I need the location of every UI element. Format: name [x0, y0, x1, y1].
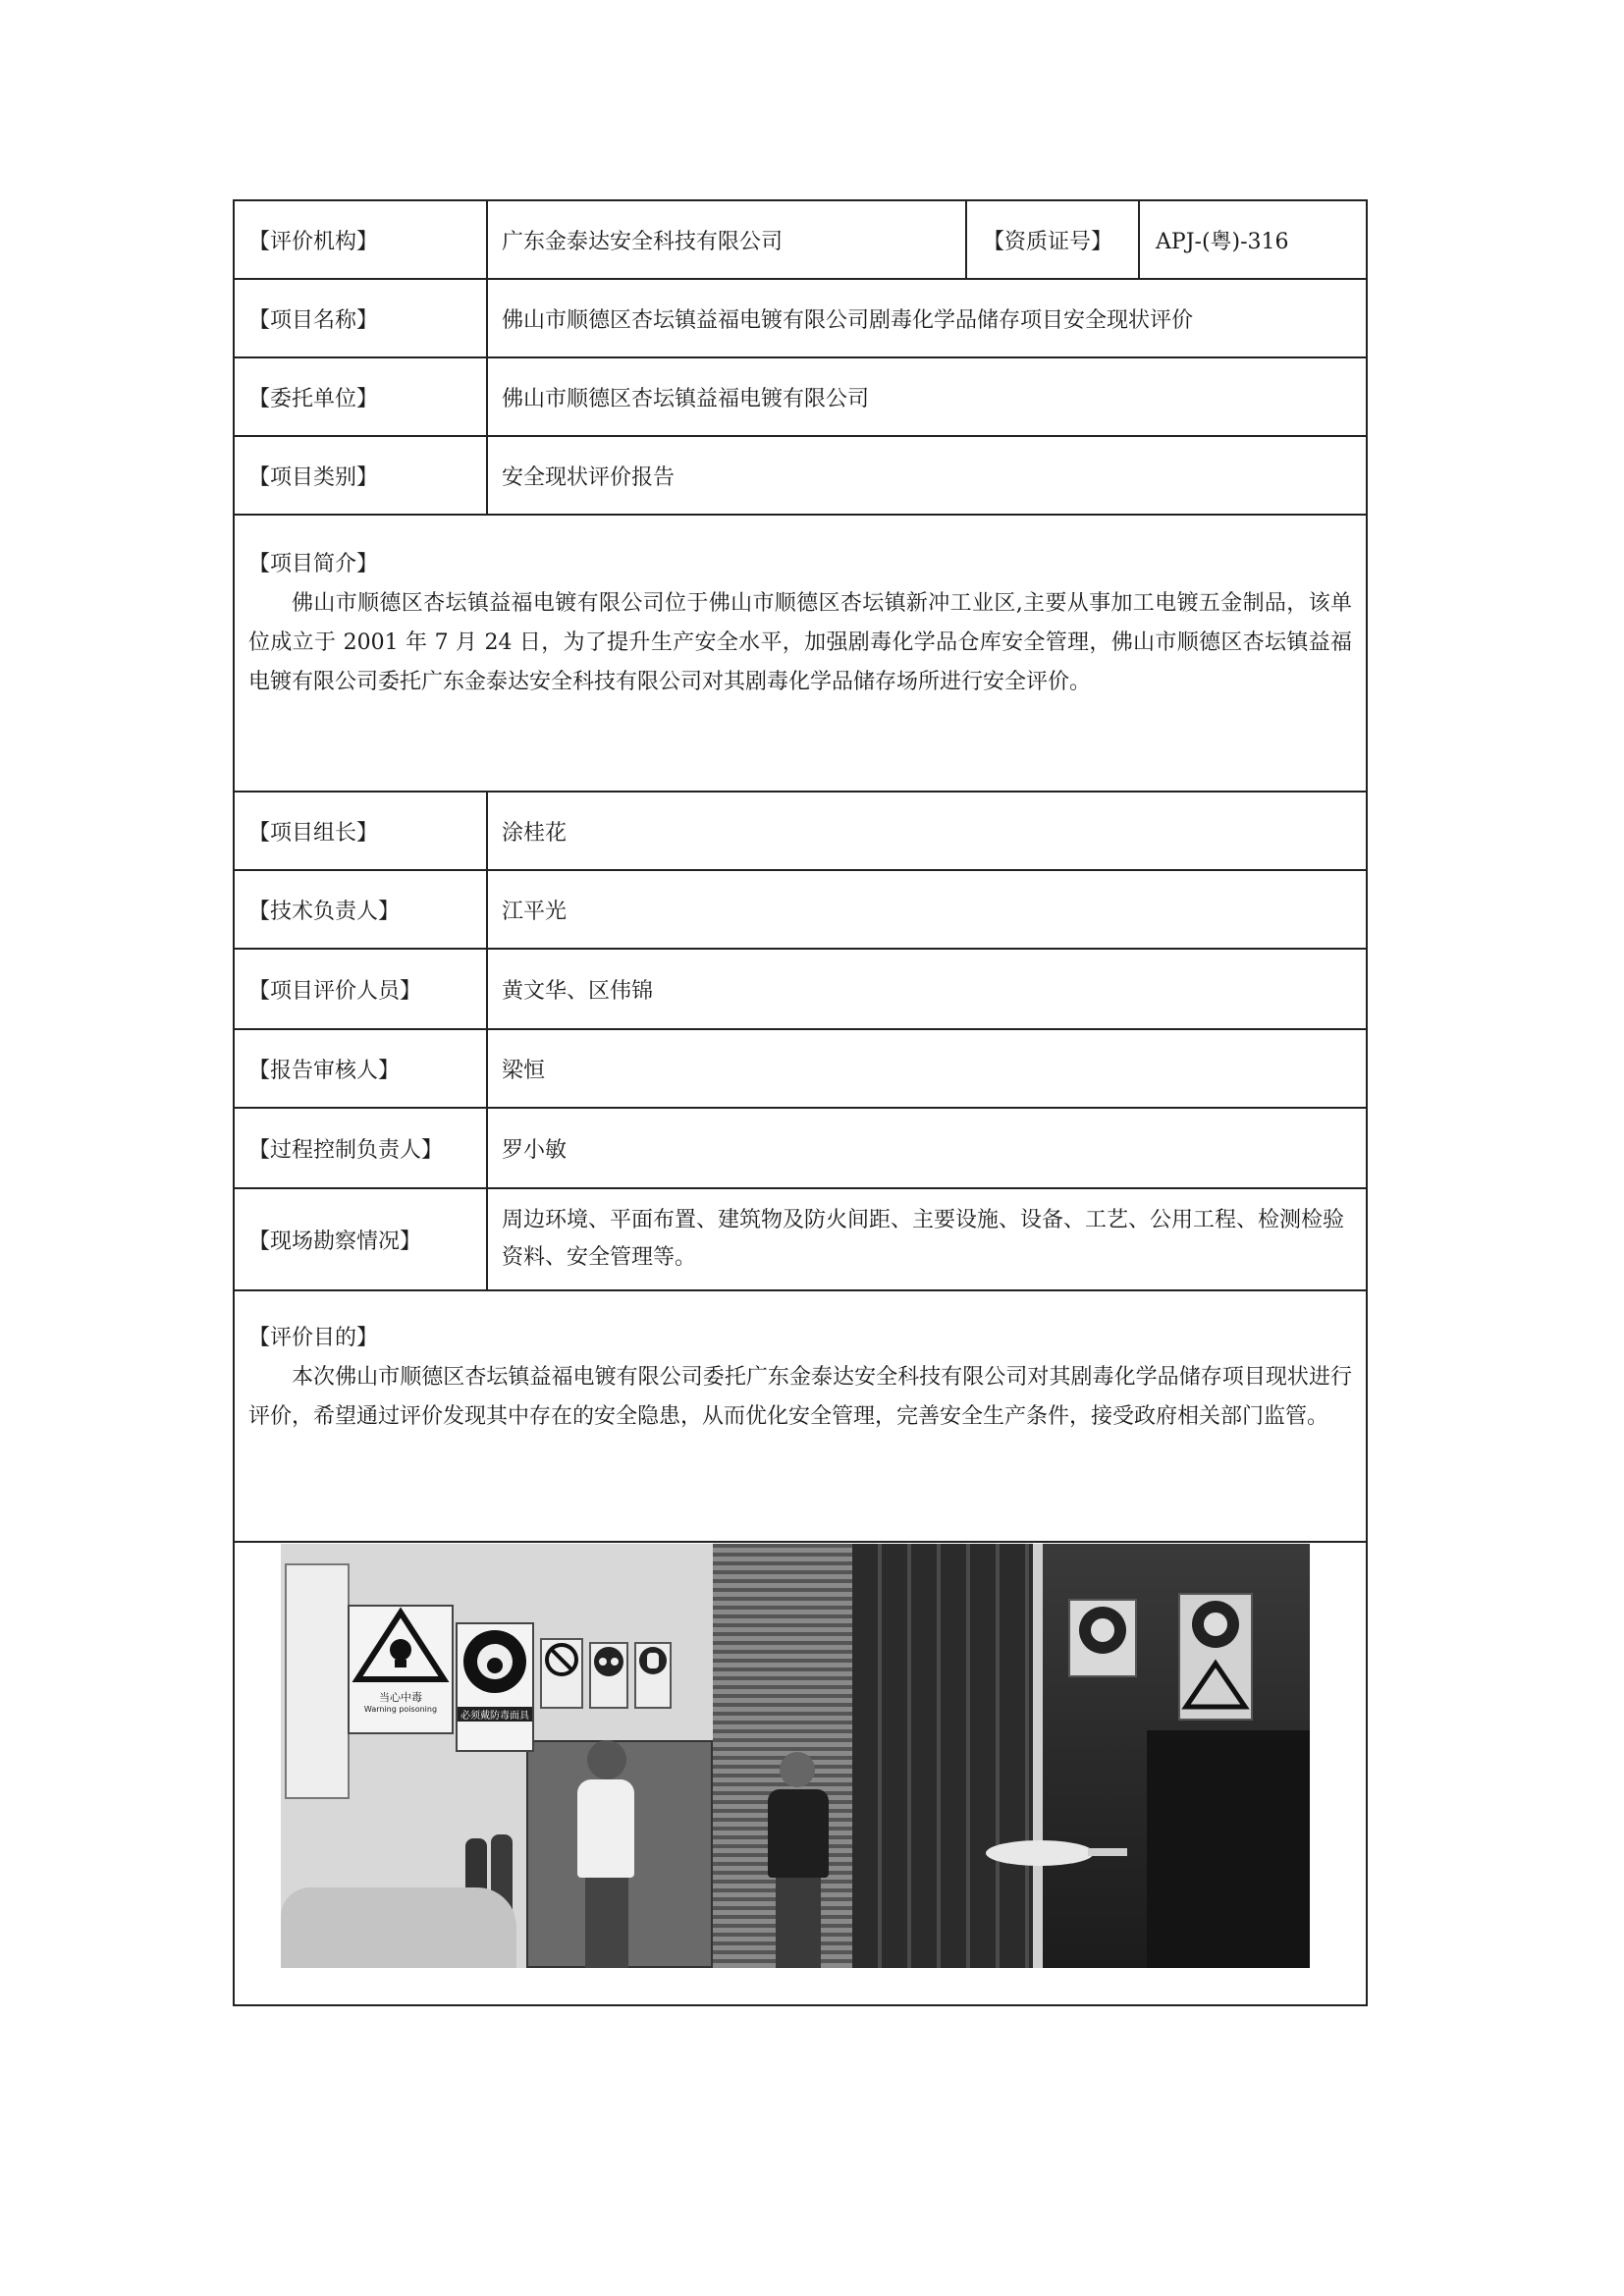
project-value: 佛山市顺德区杏坛镇益福电镀有限公司剧毒化学品储存项目安全现状评价: [502, 307, 1194, 333]
process-label: 【过程控制负责人】: [235, 1109, 488, 1187]
no-smoking-icon: [542, 1640, 581, 1679]
prohibition-sign: [540, 1638, 583, 1709]
gloves-icon: [636, 1644, 670, 1677]
project-label: 【项目名称】: [235, 280, 488, 356]
row-purpose: [235, 1291, 1366, 1543]
purpose-section: [248, 1319, 1352, 1437]
staff-person: [768, 1789, 829, 1878]
leader-value: 涂桂花: [502, 820, 568, 846]
row-category: [235, 437, 1366, 516]
site-photos: [281, 1544, 1310, 1968]
process-value: 罗小敏: [502, 1137, 568, 1163]
mandatory-sign-icon: [1180, 1595, 1251, 1654]
inspector-person: [585, 1878, 628, 1968]
survey-value: 周边环境、平面布置、建筑物及防火间距、主要设施、设备、工艺、公用工程、检测检验资料、安全管理等。: [502, 1208, 1345, 1270]
row-tech-lead: [235, 871, 1366, 950]
reviewer-label: 【报告审核人】: [235, 1030, 488, 1107]
goggles-icon: [591, 1644, 626, 1679]
survey-label: 【现场勘察情况】: [235, 1189, 488, 1289]
purpose-title: 【评价目的】: [248, 1326, 379, 1350]
inspector-person: [577, 1779, 634, 1878]
evaluators-label: 【项目评价人员】: [235, 950, 488, 1028]
caution-sign-text: 当心中毒: [379, 1691, 422, 1704]
cert-value: APJ-(粤)-316: [1156, 229, 1289, 254]
rack-shelf: [852, 1544, 1039, 1968]
category-value: 安全现状评价报告: [502, 465, 676, 490]
org-label: 【评价机构】: [235, 201, 488, 278]
row-evaluators: [235, 950, 1366, 1030]
skull-warning-icon: [350, 1607, 452, 1685]
safety-sign-board: [1178, 1593, 1253, 1721]
material-sacks: [281, 1887, 516, 1968]
row-evaluation-org: [235, 201, 1366, 280]
inspector-person: [587, 1740, 626, 1779]
org-value: 广东金泰达安全科技有限公司: [488, 201, 967, 278]
purpose-body: 本次佛山市顺德区杏坛镇益福电镀有限公司委托广东金泰达安全科技有限公司对其剧毒化学品储存项目现状进行评价，希望通过评价发现其中存在的安全隐患，从而优化安全管理，完善安全生产条件，接受政府相关部门监管。: [248, 1365, 1352, 1429]
mandatory-sign-icon: [1070, 1601, 1135, 1660]
intro-body: 佛山市顺德区杏坛镇益福电镀有限公司位于佛山市顺德区杏坛镇新冲工业区,主要从事加工电镀五金制品，该单位成立于 2001 年 7 月 24 日，为了提升生产安全水平，加强剧毒化学品仓库安全管理，佛山市顺德区杏坛镇益福电镀有限公司委托广东金泰达安全科技有限公司对其剧毒化学品储存场所进行安全评价。: [248, 591, 1352, 694]
site-photo-eyewash: [852, 1544, 1310, 1968]
caution-sign: [348, 1605, 454, 1734]
tech-value: 江平光: [502, 899, 568, 924]
tech-label: 【技术负责人】: [235, 871, 488, 948]
intro-title: 【项目简介】: [248, 552, 379, 576]
notice-board: [285, 1563, 350, 1799]
row-reviewer: [235, 1030, 1366, 1109]
evaluators-value: 黄文华、区伟锦: [502, 978, 654, 1004]
site-photo-warehouse: [281, 1544, 852, 1968]
staff-person: [776, 1878, 821, 1968]
row-client: [235, 358, 1366, 437]
eyewash-handle: [1088, 1848, 1127, 1856]
intro-section: [248, 545, 1352, 702]
row-intro: [235, 516, 1366, 793]
mask-sign: [456, 1622, 534, 1752]
eyewash-pipe: [1033, 1544, 1043, 1968]
gloves-sign: [634, 1642, 672, 1709]
client-value: 佛山市顺德区杏坛镇益福电镀有限公司: [502, 386, 870, 411]
row-leader: [235, 793, 1366, 871]
warning-triangle-icon: [1180, 1658, 1251, 1713]
row-process-control: [235, 1109, 1366, 1189]
storage-tanks: [1147, 1730, 1310, 1968]
category-label: 【项目类别】: [235, 437, 488, 514]
eyewash-bowl: [986, 1840, 1094, 1866]
client-label: 【委托单位】: [235, 358, 488, 435]
caution-sign-text-en: Warning poisoning: [363, 1705, 438, 1714]
row-project-name: [235, 280, 1366, 358]
safety-sign-board: [1068, 1599, 1137, 1677]
gas-mask-icon: [458, 1624, 532, 1703]
mask-sign-text: 必须戴防毒面具: [458, 1707, 532, 1722]
cert-label: 【资质证号】: [971, 201, 1140, 278]
staff-person: [780, 1752, 815, 1787]
row-site-survey: [235, 1189, 1366, 1291]
reviewer-value: 梁恒: [502, 1058, 546, 1083]
leader-label: 【项目组长】: [235, 793, 488, 869]
goggles-sign: [589, 1642, 628, 1709]
